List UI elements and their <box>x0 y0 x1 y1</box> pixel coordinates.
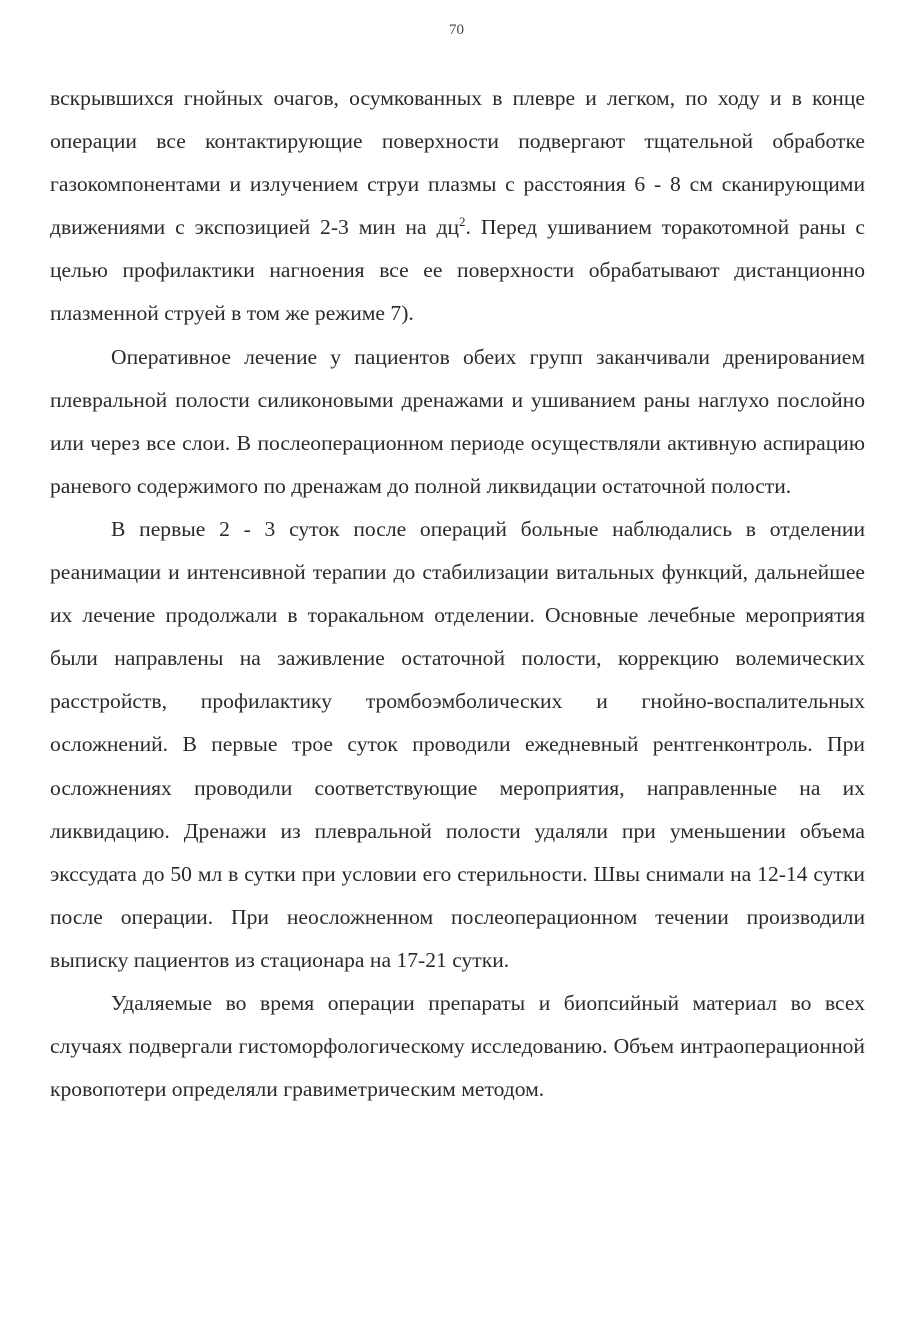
paragraph-1 <box>50 77 865 336</box>
document-body <box>50 77 865 1111</box>
paragraph-3: В первые 2 - 3 суток после операций больные наблюдались в отделении реанимации и интенсивной терапии до стабилизации витальных функций, дальнейшее их лечение продолжали в торакальном отделении. Основные лечебные мероприятия были направлены на заживление остаточной полости, коррекцию волемических расстройств, профилактику тромбоэмболических и гнойно-воспалительных осложнений. В первые трое суток проводили ежедневный рентгенконтроль. При осложнениях проводили соответствующие мероприятия, направленные на их ликвидацию. Дренажи из плевральной полости удаляли при уменьшении объема экссудата до 50 мл в сутки при условии его стерильности. Швы снимали на 12-14 сутки после операции. При неосложненном послеоперационном течении производили выписку пациентов из стационара на 17-21 сутки. <box>50 516 865 972</box>
page-number: 70 <box>449 22 464 38</box>
paragraph-2: Оперативное лечение у пациентов обеих групп заканчивали дренированием плевральной полости силиконовыми дренажами и ушиванием раны наглухо послойно или через все слои. В послеоперационном периоде осуществляли активную аспирацию раневого содержимого по дренажам до полной ликвидации остаточной полости. <box>50 344 865 498</box>
superscript-2: 2 <box>459 214 466 230</box>
paragraph-1-text-a: вскрывшихся гнойных очагов, осумкованных в плевре и легком, по ходу и в конце операции все контактирующие поверхности подвергают тщательной обработке газокомпонентами и излучением струи плазмы с расстояния 6 - 8 см сканирующими движениями с экспозицией 2-3 мин на дц <box>50 86 865 240</box>
paragraph-1-text-b: . Перед ушиванием торакотомной раны с целью профилактики нагноения все ее поверхности обрабатывают дистанционно плазменной струей в том же режиме 7). <box>50 215 865 326</box>
paragraph-4: Удаляемые во время операции препараты и биопсийный материал во всех случаях подвергали гистоморфологическому исследованию. Объем интраоперационной кровопотери определяли гравиметрическим методом. <box>50 990 865 1102</box>
